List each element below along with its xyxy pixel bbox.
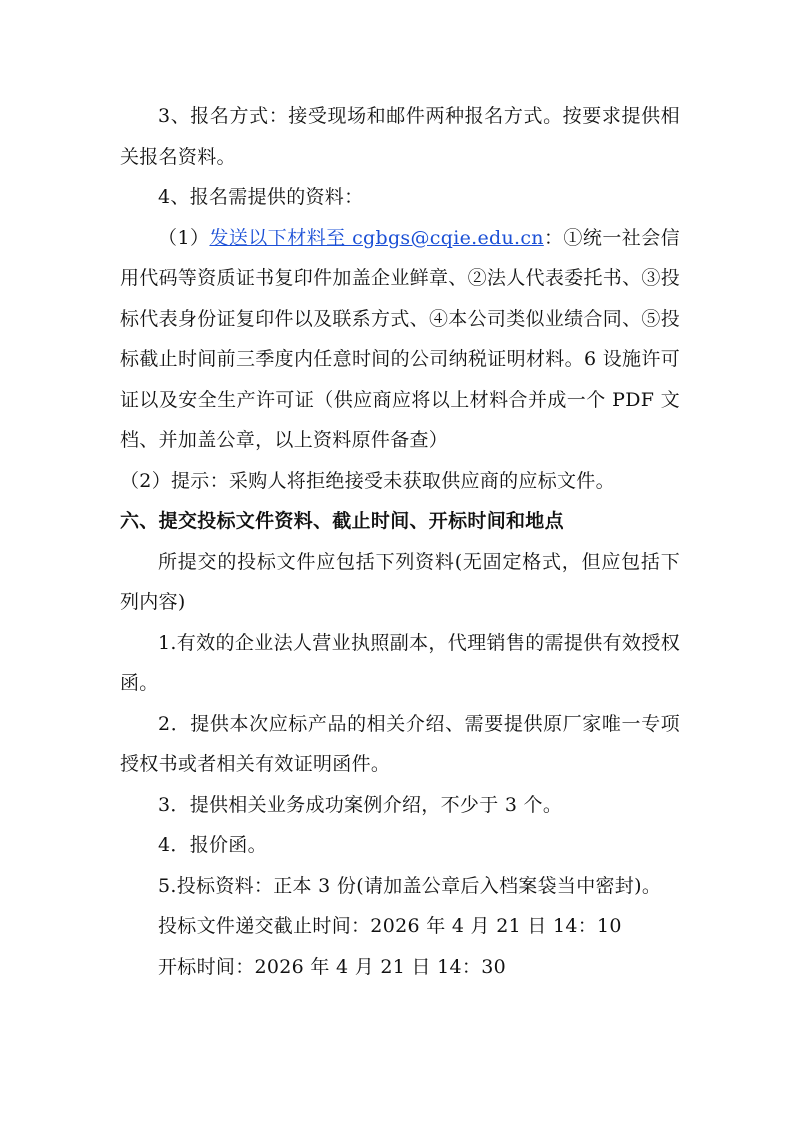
rejection-notice: （2）提示：采购人将拒绝接受未获取供应商的应标文件。 — [120, 469, 615, 492]
bid-docs-intro: 所提交的投标文件应包括下列资料(无固定格式，但应包括下列内容) — [120, 550, 680, 613]
materials-detail: ：①统一社会信用代码等资质证书复印件加盖企业鲜章、②法人代表委托书、③投标代表身份证复印件以及联系方式、④本公司类似业绩合同、⑤投标截止时间前三季度内任意时间的公司纳税证明材料。6 设施许可证以及安全生产许可证（供应商应将以上材料合并成一个 PDF 文档、并加盖公章，以上资料原件备查） — [120, 226, 680, 451]
opening-time: 开标时间：2026 年 4 月 21 日 14：30 — [158, 955, 507, 978]
materials-list-paragraph — [120, 218, 680, 461]
document-body — [120, 96, 680, 987]
email-link[interactable]: 发送以下材料至 cgbgs@cqie.edu.cn — [209, 226, 544, 249]
registration-method-paragraph: 3、报名方式：接受现场和邮件两种报名方式。按要求提供相关报名资料。 — [120, 105, 680, 168]
submission-deadline: 投标文件递交截止时间：2026 年 4 月 21 日 14：10 — [158, 915, 622, 937]
list-item: 3．提供相关业务成功案例介绍，不少于 3 个。 — [158, 793, 563, 816]
list-item: 4．报价函。 — [158, 834, 267, 856]
required-materials-heading: 4、报名需提供的资料： — [158, 186, 364, 208]
materials-prefix: （1） — [158, 226, 210, 249]
section-six-heading: 六、提交投标文件资料、截止时间、开标时间和地点 — [120, 510, 564, 532]
list-item: 2．提供本次应标产品的相关介绍、需要提供原厂家唯一专项授权书或者相关有效证明函件。 — [120, 712, 680, 775]
list-item: 1.有效的企业法人营业执照副本，代理销售的需提供有效授权函。 — [120, 631, 680, 694]
list-item: 5.投标资料：正本 3 份(请加盖公章后入档案袋当中密封)。 — [158, 874, 662, 897]
